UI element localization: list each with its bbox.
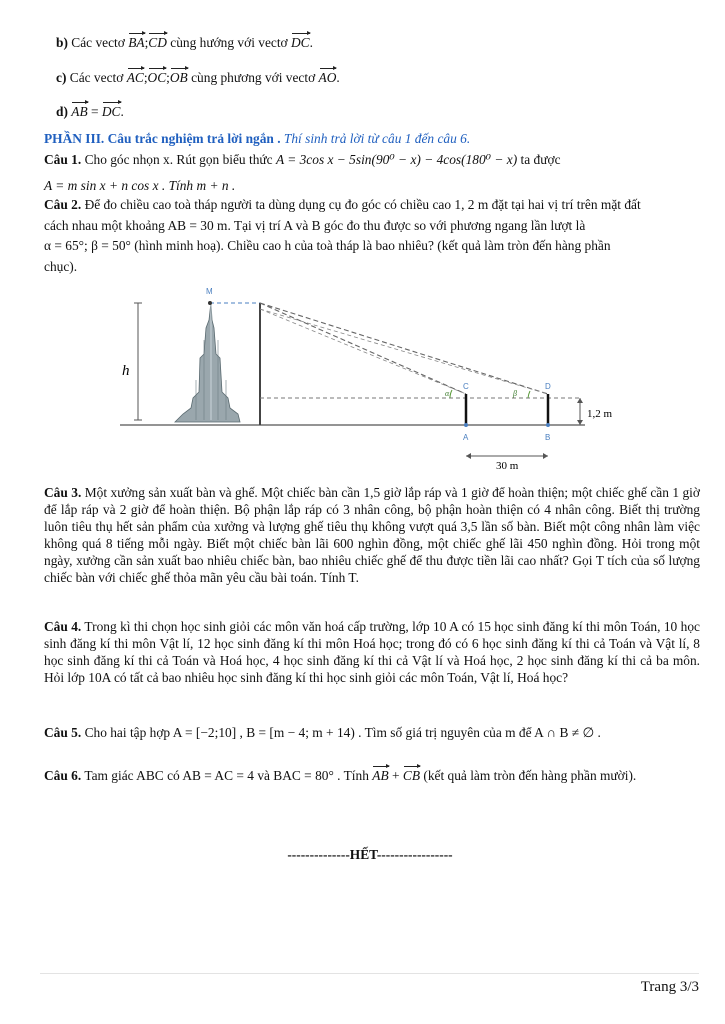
angle-beta-mark	[528, 391, 530, 398]
tower-illustration	[175, 302, 240, 422]
point-b	[546, 423, 550, 427]
label-distance-30m: 30 m	[496, 460, 519, 472]
question-4: Câu 4. Trong kì thi chọn học sinh giỏi các môn văn hoá cấp trường, lớp 10 A có 15 học sinh đăng kí thi môn Toán, 10 học sinh đăng kí thi môn Vật lí, 12 học sinh đăng kí thi môn Hoá học; trong đó có 6 học sinh đăng kí thi cả Toán và Vật lí, 8 học sinh đăng kí thi cả Toán và Hoá học, 4 học sinh đăng kí thi cả Vật lí và Hoá học, 2 học sinh đăng kí thi cả ba môn. Hỏi lớp 10A có tất cả bao nhiêu học sinh đăng kí thi học sinh giỏi các môn Toán, Vật lí, Hoá học?	[44, 619, 700, 685]
vector-cd: CD	[148, 31, 167, 51]
vector-dc-d: DC	[102, 100, 121, 120]
label-c: C	[463, 382, 469, 391]
question-2-line-2: cách nhau một khoảng AB = 30 m. Tại vị trí A và B góc đo thu được so với phương ngang lần lượt là	[44, 218, 586, 233]
vector-ab-q6: AB	[372, 764, 388, 784]
end-mark: --------------HẾT-----------------	[287, 847, 453, 862]
label-d: D	[545, 382, 551, 391]
vector-ob: OB	[170, 66, 188, 86]
question-2: Câu 2. Để đo chiều cao toà tháp người ta dùng dụng cụ đo góc có chiều cao 1, 2 m đặt tại hai vị trí trên mặt đất	[44, 197, 641, 212]
item-b: b) Các vectơ BA;CD cùng hướng với vectơ DC.	[56, 31, 699, 51]
label-a: A	[463, 433, 469, 442]
label-m: M	[206, 287, 213, 296]
question-5: Câu 5. Cho hai tập hợp A = [−2;10] , B = [m − 4; m + 14) . Tìm số giá trị nguyên của m để A ∩ B ≠ ∅ .	[44, 725, 601, 740]
question-6: Câu 6. Tam giác ABC có AB = AC = 4 và BAC = 80° . Tính AB + CB (kết quả làm tròn đến hàng phần mười).	[44, 764, 699, 784]
sight-line-d	[260, 303, 548, 394]
item-c: c) Các vectơ AC;OC;OB cùng phương với vectơ AO.	[56, 66, 699, 86]
angle-alpha-mark	[450, 390, 452, 398]
label-beta: β	[513, 389, 517, 398]
vector-ab: AB	[71, 100, 87, 120]
sight-line-c	[260, 303, 466, 394]
item-d: d) AB = DC.	[56, 100, 699, 120]
label-h: h	[122, 363, 130, 379]
tower-measurement-figure	[100, 280, 640, 475]
section-heading: PHẦN III. Câu trắc nghiệm trả lời ngắn . Thí sinh trả lời từ câu 1 đến câu 6.	[44, 131, 471, 146]
vector-ac: AC	[127, 66, 144, 86]
question-2-line-3: α = 65°; β = 50° (hình minh hoạ). Chiều cao h của toà tháp là bao nhiêu? (kết quả làm tròn đến hàng phần	[44, 238, 611, 253]
page-number: Trang 3/3	[640, 979, 699, 995]
label-alpha: α	[445, 389, 450, 398]
footer-divider	[40, 973, 699, 974]
point-m	[208, 301, 212, 305]
vector-ba: BA	[128, 31, 144, 51]
question-2-line-4: chục).	[44, 259, 78, 274]
question-1-line-2: A = m sin x + n cos x . Tính m + n .	[44, 178, 236, 193]
question-1: Câu 1. Cho góc nhọn x. Rút gọn biểu thức A = 3cos x − 5sin(90⁰ − x) − 4cos(180⁰ − x) ta được	[44, 152, 561, 167]
question-3: Câu 3. Một xưởng sản xuất bàn và ghế. Một chiếc bàn cần 1,5 giờ lắp ráp và 1 giờ để hoàn thiện; một chiếc ghế cần 1 giờ để lắp ráp và 2 giờ để hoàn thiện. Bộ phận lắp ráp có 3 nhân công, bộ phận hoàn thiện có 4 nhân công. Biết thị trường luôn tiêu thụ hết sản phẩm của xưởng và lượng ghế tiêu thụ không vượt quá 3,5 lần số bàn. Biết một công nhân làm việc không quá 8 tiếng mỗi ngày. Biết một chiếc bàn lãi 600 nghìn đồng, một chiếc ghế lãi 450 nghìn đồng. Hỏi trong một ngày, xưởng cần sản xuất bao nhiêu chiếc bàn, bao nhiêu chiếc ghế để thu được tiền lãi cao nhất? Gọi T tích của số lượng chiếc bàn với chiếc ghế thỏa mãn yêu cầu bài toán. Tính T.	[44, 485, 700, 585]
label-b: B	[545, 433, 551, 442]
vector-dc: DC	[291, 31, 310, 51]
point-a	[464, 423, 468, 427]
vector-ao: AO	[319, 66, 337, 86]
vector-oc: OC	[148, 66, 167, 86]
label-height-1-2: 1,2 m	[587, 408, 613, 420]
vector-cb-q6: CB	[403, 764, 420, 784]
